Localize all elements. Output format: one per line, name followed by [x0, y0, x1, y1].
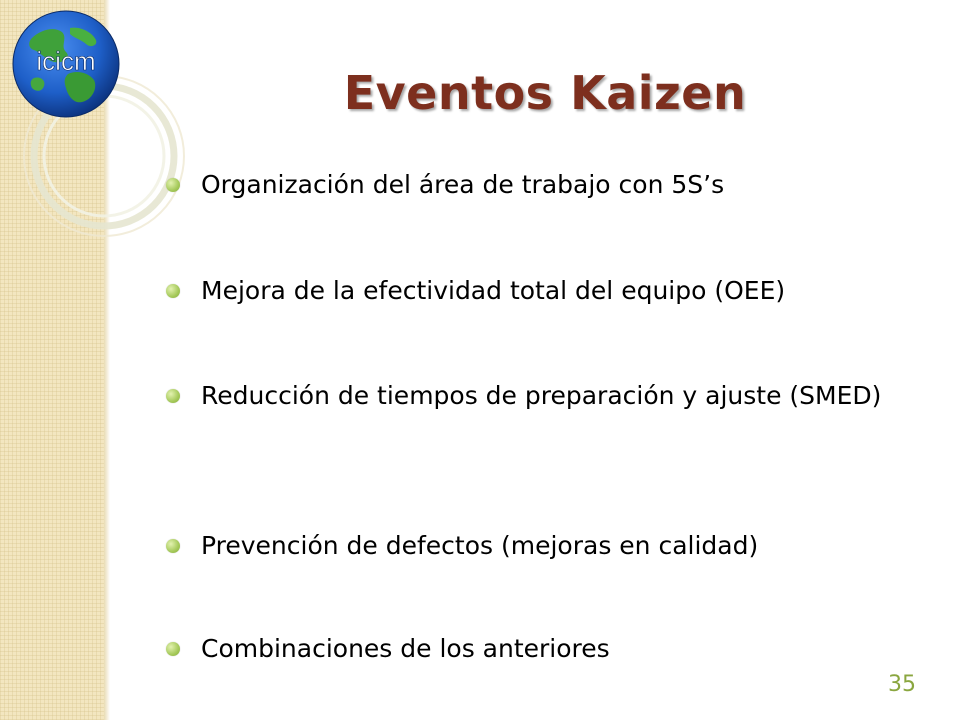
bullet-text: Organización del área de trabajo con 5S’s [201, 170, 725, 199]
bullet-text: Prevención de defectos (mejoras en calidad) [201, 531, 759, 560]
bullet-text: Mejora de la efectividad total del equipo (OEE) [201, 276, 786, 305]
bullet-dot-icon [166, 389, 180, 403]
bullet-dot-icon [166, 539, 180, 553]
page-number: 35 [888, 672, 916, 697]
bullet-dot-icon [166, 642, 180, 656]
slide-title: Eventos Kaizen [343, 66, 747, 120]
bullet-dot-icon [166, 284, 180, 298]
logo-text: icicm [36, 46, 96, 76]
bullet-text: Reducción de tiempos de preparación y ajuste (SMED) [201, 381, 882, 410]
bullet-dot-icon [166, 178, 180, 192]
bullet-text: Combinaciones de los anteriores [201, 634, 610, 663]
